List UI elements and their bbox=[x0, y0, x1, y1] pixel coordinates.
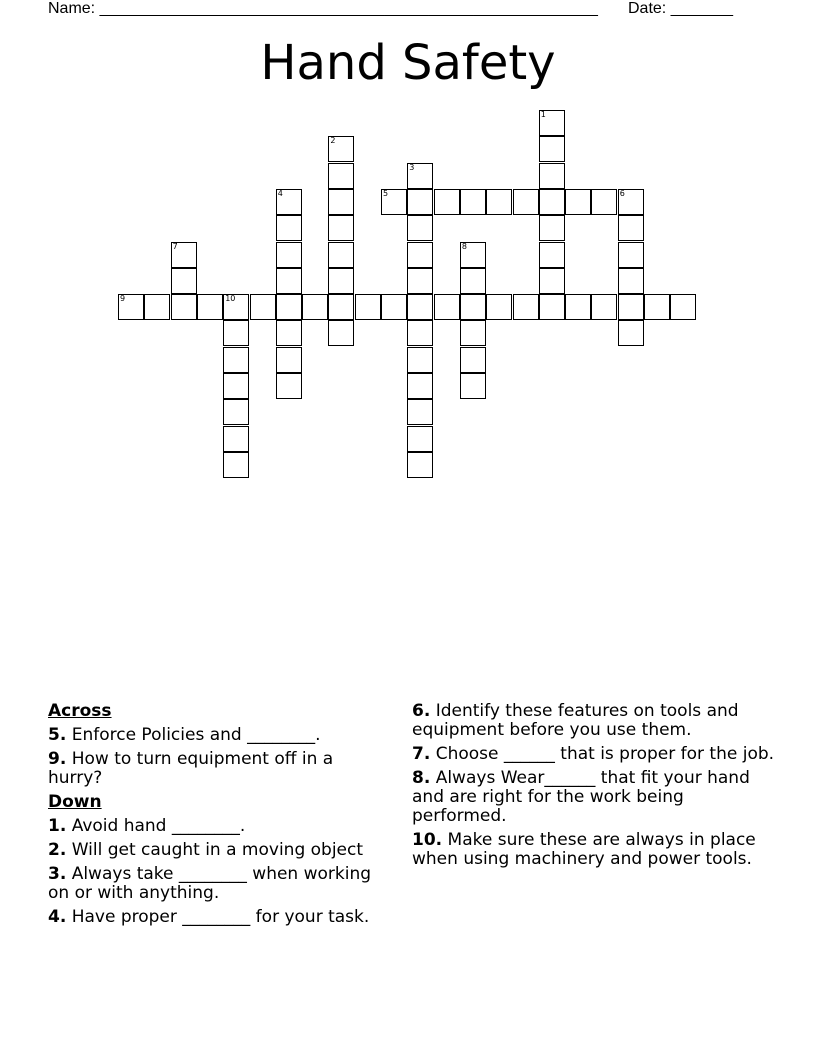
crossword-cell[interactable] bbox=[276, 373, 302, 399]
clue-text: Make sure these are always in place when using machinery and power tools. bbox=[412, 830, 756, 869]
clue-text: Avoid hand ________. bbox=[71, 816, 246, 836]
down-heading: Down bbox=[48, 792, 102, 812]
clue-number-label: 3 bbox=[409, 162, 415, 172]
crossword-cell[interactable] bbox=[618, 294, 644, 320]
clue-number-label: 8 bbox=[461, 241, 467, 251]
crossword-cell[interactable] bbox=[460, 189, 486, 215]
crossword-cell[interactable] bbox=[302, 294, 328, 320]
crossword-cell[interactable] bbox=[539, 136, 565, 162]
crossword-cell[interactable] bbox=[223, 452, 249, 478]
clue-number: 1. bbox=[48, 816, 67, 836]
crossword-cell[interactable] bbox=[328, 189, 354, 215]
crossword-cell[interactable] bbox=[486, 189, 512, 215]
crossword-cell[interactable] bbox=[407, 189, 433, 215]
crossword-cell[interactable] bbox=[565, 189, 591, 215]
clue-down-8 bbox=[412, 769, 776, 826]
clue-text: Identify these features on tools and equipment before you use them. bbox=[412, 701, 739, 740]
clue-number-label: 1 bbox=[540, 110, 546, 119]
clue-down-2 bbox=[48, 841, 388, 860]
clue-number: 3. bbox=[48, 864, 67, 884]
crossword-cell[interactable] bbox=[565, 294, 591, 320]
crossword-cell[interactable] bbox=[513, 189, 539, 215]
clue-number: 8. bbox=[412, 768, 431, 788]
crossword-cell[interactable] bbox=[486, 294, 512, 320]
clue-number-label: 4 bbox=[277, 188, 283, 198]
crossword-cell[interactable] bbox=[618, 215, 644, 241]
clue-number-label: 6 bbox=[619, 188, 625, 198]
crossword-cell[interactable] bbox=[328, 163, 354, 189]
crossword-cell[interactable] bbox=[276, 294, 302, 320]
crossword-cell[interactable] bbox=[328, 320, 354, 346]
clue-down-6 bbox=[412, 702, 776, 740]
clue-number: 6. bbox=[412, 701, 431, 721]
crossword-cell[interactable] bbox=[223, 399, 249, 425]
crossword-cell[interactable] bbox=[539, 242, 565, 268]
crossword-cell[interactable] bbox=[328, 294, 354, 320]
crossword-cell[interactable] bbox=[276, 320, 302, 346]
crossword-cell[interactable] bbox=[407, 215, 433, 241]
crossword-cell[interactable] bbox=[407, 347, 433, 373]
clues-section bbox=[48, 702, 778, 962]
crossword-cell[interactable] bbox=[407, 294, 433, 320]
crossword-cell[interactable] bbox=[223, 373, 249, 399]
clue-down-7 bbox=[412, 745, 776, 764]
clue-number-label: 2 bbox=[330, 136, 336, 146]
clue-number-label: 9 bbox=[120, 294, 126, 304]
clue-across-5 bbox=[48, 726, 388, 745]
crossword-cell[interactable] bbox=[460, 268, 486, 294]
crossword-cell[interactable] bbox=[276, 268, 302, 294]
clue-number: 10. bbox=[412, 830, 443, 850]
crossword-cell[interactable] bbox=[381, 294, 407, 320]
crossword-cell[interactable] bbox=[539, 268, 565, 294]
clue-number-label: 7 bbox=[172, 241, 178, 251]
page-title: Hand Safety bbox=[260, 35, 556, 91]
clues-column-left bbox=[48, 702, 388, 932]
clue-text: Will get caught in a moving object bbox=[71, 840, 364, 860]
crossword-cell[interactable] bbox=[460, 373, 486, 399]
across-heading: Across bbox=[48, 701, 112, 721]
clue-text: Have proper ________ for your task. bbox=[71, 907, 370, 927]
clue-number-label: 10 bbox=[225, 294, 236, 304]
crossword-cell[interactable] bbox=[276, 347, 302, 373]
crossword-cell[interactable] bbox=[434, 294, 460, 320]
crossword-cell[interactable] bbox=[644, 294, 670, 320]
crossword-cell[interactable] bbox=[223, 320, 249, 346]
crossword-cell[interactable] bbox=[591, 294, 617, 320]
crossword-cell[interactable] bbox=[328, 268, 354, 294]
clue-text: Always Wear______ that fit your hand and are right for the work being performed. bbox=[412, 768, 750, 826]
crossword-cell[interactable] bbox=[539, 215, 565, 241]
crossword-cell[interactable] bbox=[539, 163, 565, 189]
clue-text: Enforce Policies and ________. bbox=[71, 725, 321, 745]
crossword-cell[interactable] bbox=[328, 242, 354, 268]
crossword-cell[interactable] bbox=[171, 268, 197, 294]
crossword-cell[interactable] bbox=[434, 189, 460, 215]
clue-down-3 bbox=[48, 865, 388, 903]
date-label: Date: bbox=[628, 0, 667, 17]
crossword-cell[interactable] bbox=[407, 426, 433, 452]
crossword-cell[interactable] bbox=[407, 242, 433, 268]
name-label: Name: bbox=[48, 0, 96, 17]
crossword-cell[interactable] bbox=[223, 347, 249, 373]
clue-number: 2. bbox=[48, 840, 67, 860]
clue-across-9 bbox=[48, 750, 388, 788]
crossword-cell[interactable] bbox=[171, 294, 197, 320]
crossword-cell[interactable] bbox=[276, 215, 302, 241]
crossword-cell[interactable] bbox=[144, 294, 170, 320]
name-line[interactable]: ________________________________________________________ bbox=[99, 0, 598, 17]
crossword-cell[interactable] bbox=[460, 294, 486, 320]
crossword-cell[interactable] bbox=[618, 268, 644, 294]
crossword-cell[interactable] bbox=[407, 320, 433, 346]
crossword-cell[interactable] bbox=[539, 294, 565, 320]
clue-down-1 bbox=[48, 817, 388, 836]
clue-number: 9. bbox=[48, 749, 67, 769]
crossword-cell[interactable] bbox=[513, 294, 539, 320]
crossword-cell[interactable] bbox=[670, 294, 696, 320]
crossword-cell[interactable] bbox=[250, 294, 276, 320]
crossword-cell[interactable] bbox=[407, 268, 433, 294]
date-line[interactable]: _______ bbox=[670, 0, 733, 17]
clue-down-4 bbox=[48, 908, 388, 927]
clue-text: How to turn equipment off in a hurry? bbox=[48, 749, 334, 788]
clue-number: 7. bbox=[412, 744, 431, 764]
clue-number: 4. bbox=[48, 907, 67, 927]
crossword-cell[interactable] bbox=[223, 426, 249, 452]
crossword-cell[interactable] bbox=[355, 294, 381, 320]
crossword-cell[interactable] bbox=[460, 320, 486, 346]
clue-number-label: 5 bbox=[383, 188, 389, 198]
crossword-cell[interactable] bbox=[276, 242, 302, 268]
crossword-cell[interactable] bbox=[618, 320, 644, 346]
crossword-cell[interactable] bbox=[618, 242, 644, 268]
crossword-cell[interactable] bbox=[591, 189, 617, 215]
clue-text: Always take ________ when working on or with anything. bbox=[48, 864, 372, 903]
clue-text: Choose ______ that is proper for the job. bbox=[435, 744, 775, 764]
crossword-cell[interactable] bbox=[407, 373, 433, 399]
clues-column-right bbox=[412, 702, 776, 874]
crossword-cell[interactable] bbox=[407, 452, 433, 478]
crossword-cell[interactable] bbox=[407, 399, 433, 425]
crossword-cell[interactable] bbox=[197, 294, 223, 320]
crossword-cell[interactable] bbox=[328, 215, 354, 241]
clue-number: 5. bbox=[48, 725, 67, 745]
crossword-cell[interactable] bbox=[539, 189, 565, 215]
clue-down-10 bbox=[412, 831, 776, 869]
crossword-grid bbox=[0, 0, 816, 470]
crossword-cell[interactable] bbox=[460, 347, 486, 373]
